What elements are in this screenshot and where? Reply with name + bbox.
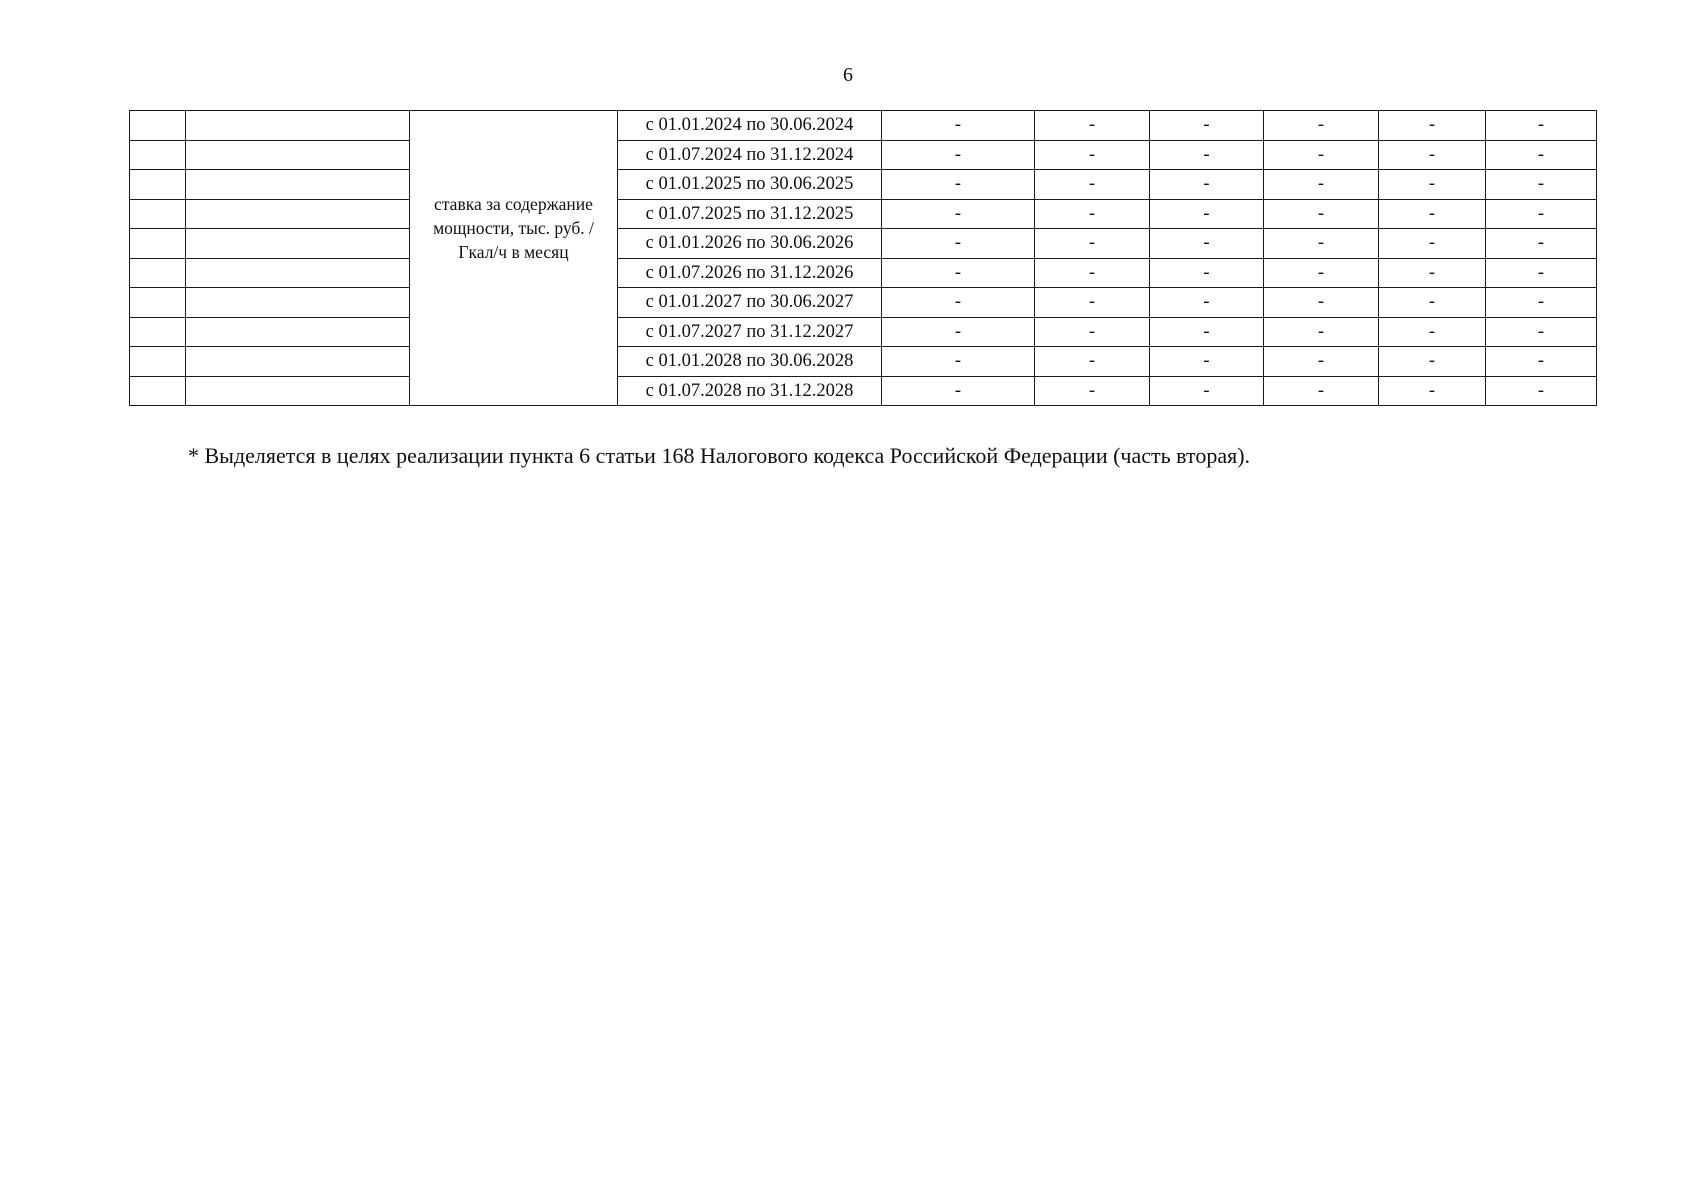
- value-cell: -: [882, 376, 1035, 406]
- value-cell: -: [882, 288, 1035, 318]
- table-row: [130, 229, 1597, 259]
- value-cell: -: [1486, 347, 1597, 377]
- period-cell: с 01.01.2026 по 30.06.2026: [618, 229, 882, 259]
- row-name-cell: [186, 111, 410, 141]
- value-cell: -: [1035, 229, 1150, 259]
- value-cell: -: [1150, 170, 1264, 200]
- period-cell: с 01.07.2026 по 31.12.2026: [618, 258, 882, 288]
- value-cell: -: [1486, 199, 1597, 229]
- row-name-cell: [186, 199, 410, 229]
- value-cell: -: [1035, 376, 1150, 406]
- value-cell: -: [1379, 347, 1486, 377]
- value-cell: -: [1264, 317, 1379, 347]
- value-cell: -: [1035, 288, 1150, 318]
- row-number-cell: [130, 140, 186, 170]
- page-number: 6: [843, 64, 853, 86]
- row-name-cell: [186, 376, 410, 406]
- row-number-cell: [130, 258, 186, 288]
- value-cell: -: [1486, 317, 1597, 347]
- row-number-cell: [130, 170, 186, 200]
- value-cell: -: [1486, 111, 1597, 141]
- row-number-cell: [130, 288, 186, 318]
- value-cell: -: [1264, 140, 1379, 170]
- value-cell: -: [1486, 170, 1597, 200]
- value-cell: -: [1379, 111, 1486, 141]
- value-cell: -: [1379, 229, 1486, 259]
- value-cell: -: [1264, 288, 1379, 318]
- row-name-cell: [186, 288, 410, 318]
- period-cell: с 01.07.2025 по 31.12.2025: [618, 199, 882, 229]
- table-row: [130, 347, 1597, 377]
- value-cell: -: [1264, 229, 1379, 259]
- period-cell: с 01.07.2028 по 31.12.2028: [618, 376, 882, 406]
- table-row: [130, 111, 1597, 141]
- table-row: [130, 140, 1597, 170]
- value-cell: -: [1150, 229, 1264, 259]
- value-cell: -: [1035, 111, 1150, 141]
- period-cell: с 01.01.2024 по 30.06.2024: [618, 111, 882, 141]
- table-body: [130, 111, 1597, 406]
- value-cell: -: [882, 347, 1035, 377]
- value-cell: -: [1379, 317, 1486, 347]
- value-cell: -: [1379, 258, 1486, 288]
- value-cell: -: [1150, 317, 1264, 347]
- value-cell: -: [1035, 317, 1150, 347]
- value-cell: -: [882, 170, 1035, 200]
- value-cell: -: [1264, 170, 1379, 200]
- value-cell: -: [1379, 140, 1486, 170]
- value-cell: -: [882, 140, 1035, 170]
- value-cell: -: [1035, 170, 1150, 200]
- row-name-cell: [186, 347, 410, 377]
- value-cell: -: [1264, 111, 1379, 141]
- value-cell: -: [1150, 111, 1264, 141]
- table-row: [130, 258, 1597, 288]
- value-cell: -: [882, 199, 1035, 229]
- value-cell: -: [1035, 199, 1150, 229]
- value-cell: -: [1035, 347, 1150, 377]
- value-cell: -: [1486, 376, 1597, 406]
- row-name-cell: [186, 229, 410, 259]
- value-cell: -: [1264, 376, 1379, 406]
- value-cell: -: [1486, 140, 1597, 170]
- value-cell: -: [882, 317, 1035, 347]
- value-cell: -: [1379, 376, 1486, 406]
- row-number-cell: [130, 111, 186, 141]
- value-cell: -: [882, 111, 1035, 141]
- row-name-cell: [186, 317, 410, 347]
- period-cell: с 01.01.2027 по 30.06.2027: [618, 288, 882, 318]
- value-cell: -: [1379, 170, 1486, 200]
- row-name-cell: [186, 170, 410, 200]
- row-number-cell: [130, 199, 186, 229]
- value-cell: -: [1264, 347, 1379, 377]
- value-cell: -: [1150, 140, 1264, 170]
- value-cell: -: [1150, 376, 1264, 406]
- value-cell: -: [1150, 288, 1264, 318]
- row-number-cell: [130, 229, 186, 259]
- row-number-cell: [130, 376, 186, 406]
- value-cell: -: [1486, 258, 1597, 288]
- value-cell: -: [1264, 199, 1379, 229]
- row-number-cell: [130, 317, 186, 347]
- value-cell: -: [1150, 347, 1264, 377]
- value-cell: -: [1264, 258, 1379, 288]
- tariff-table: [129, 110, 1597, 406]
- table-row: [130, 288, 1597, 318]
- value-cell: -: [882, 229, 1035, 259]
- value-cell: -: [1486, 288, 1597, 318]
- period-cell: с 01.07.2024 по 31.12.2024: [618, 140, 882, 170]
- value-cell: -: [1035, 140, 1150, 170]
- value-cell: -: [882, 258, 1035, 288]
- footnote: * Выделяется в целях реализации пункта 6 статьи 168 Налогового кодекса Российской Федерации (часть вторая).: [188, 443, 1251, 468]
- value-cell: -: [1150, 258, 1264, 288]
- value-cell: -: [1379, 288, 1486, 318]
- period-cell: с 01.01.2028 по 30.06.2028: [618, 347, 882, 377]
- rate-label-cell: [410, 111, 618, 406]
- table-row: [130, 376, 1597, 406]
- row-name-cell: [186, 140, 410, 170]
- table-row: [130, 199, 1597, 229]
- value-cell: -: [1486, 229, 1597, 259]
- value-cell: -: [1379, 199, 1486, 229]
- row-name-cell: [186, 258, 410, 288]
- period-cell: с 01.01.2025 по 30.06.2025: [618, 170, 882, 200]
- rate-label: ставка за содержание мощности, тыс. руб. /Гкал/ч в месяц: [433, 194, 594, 262]
- table-row: [130, 170, 1597, 200]
- row-number-cell: [130, 347, 186, 377]
- period-cell: с 01.07.2027 по 31.12.2027: [618, 317, 882, 347]
- table-row: [130, 317, 1597, 347]
- value-cell: -: [1150, 199, 1264, 229]
- value-cell: -: [1035, 258, 1150, 288]
